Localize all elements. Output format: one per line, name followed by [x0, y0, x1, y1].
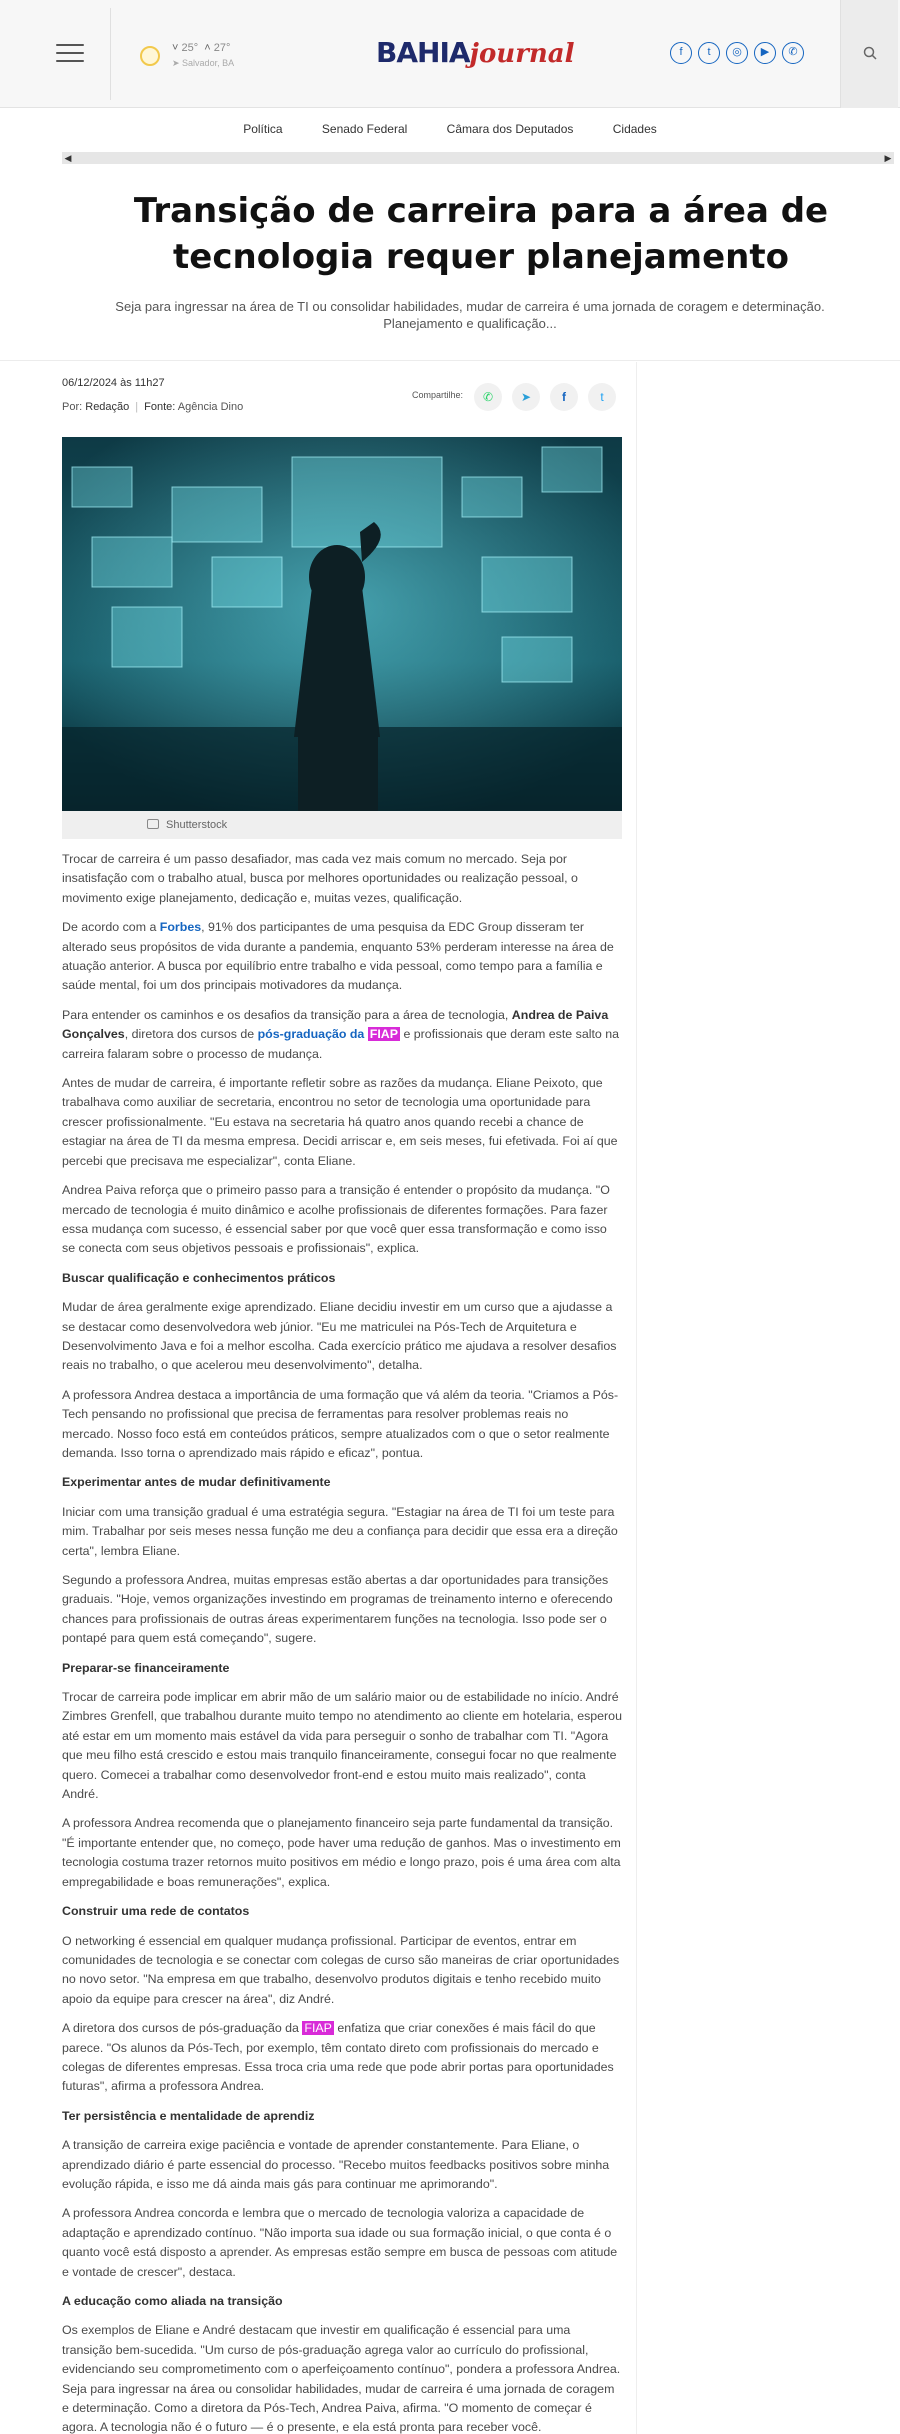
logo-journal: journal	[469, 39, 575, 69]
weather-widget	[140, 42, 260, 72]
paragraph: Para entender os caminhos e os desafios da transição para a área de tecnologia, Andrea de Paiva Gonçalves, diretora dos cursos de pós-graduação da FIAP e profissionais que deram este salto na carreira falaram sobre o processo de mudança.	[62, 1007, 620, 1061]
source: Agência Dino	[177, 401, 244, 413]
paragraph: A transição de carreira exige paciência e vontade de aprender constantemente. Para Eliane, o aprendizado diário é parte essencial do processo. "Recebo muitos feedbacks positivos sobre minha evolução rápida, e isso me dá ainda mais gás para continuar me aprimorando".	[62, 2138, 610, 2191]
column-divider	[636, 362, 637, 2434]
scroll-right-icon[interactable]: ▶	[884, 153, 892, 163]
search-button[interactable]	[840, 0, 898, 108]
source-label: Fonte:	[144, 401, 176, 413]
share-label: Compartilhe:	[412, 390, 464, 400]
share-whatsapp-icon[interactable]: ✆	[474, 383, 502, 411]
share-twitter-icon[interactable]: t	[588, 383, 616, 411]
nav-item-senado[interactable]: Senado Federal	[321, 122, 408, 136]
article-image	[62, 437, 622, 811]
paragraph: Os exemplos de Eliane e André destacam que investir em qualificação é essencial para uma transição bem-sucedida. "Um curso de pós-graduação agrega valor ao currículo do profissional, evidenciando seu comprometimento com o aperfeiçoamento contínuo", pondera a professora Andrea. Seja para ingressar na área ou consolidar habilidades, mudar de carreira é uma jornada de coragem e determinação. Como a diretora da Pós-Tech, Andrea Paiva, afirma. "O momento de começar é agora. A tecnologia não é o futuro — é o presente, e ela está pronta para receber você.	[62, 2323, 621, 2434]
site-logo[interactable]	[376, 36, 586, 72]
paragraph: Antes de mudar de carreira, é importante refletir sobre as razões da mudança. Eliane Peixoto, que trabalhava como auxiliar de secretaria, encontrou no setor de tecnologia uma oportunidade para crescer profissionalmente. "Eu estava na secretaria há quatro anos quando recebi a chance de estagiar na área de TI da mesma empresa. Decidi arriscar e, em seis meses, fui efetivada. Foi aí que percebi que precisava me especializar", conta Eliane.	[62, 1076, 618, 1168]
share-buttons	[474, 383, 616, 411]
section-heading: Experimentar antes de mudar definitivamente	[62, 1475, 331, 1490]
search-icon	[863, 46, 877, 60]
social-links	[670, 42, 804, 66]
article-body	[62, 850, 622, 2434]
youtube-icon[interactable]: ▶	[754, 42, 776, 64]
section-heading: A educação como aliada na transição	[62, 2294, 283, 2308]
section-heading: Preparar-se financeiramente	[62, 1660, 230, 1675]
divider	[0, 360, 900, 361]
paragraph: Trocar de carreira pode implicar em abrir mão de um salário maior ou de estabilidade no início. André Zimbres Grenfell, que trabalhou durante muito tempo no atendimento ao cliente em hotelaria, esperou até estar em um momento mais estável da vida para perseguir o sonho de trabalhar com TI. "Agora que meu filho está crescido e estou mais tranquilo financeiramente, consegui focar no que realmente quero. Comecei a trabalhar como desenvolvedor front-end e estou muito mais realizado", conta André.	[62, 1690, 622, 1802]
share-facebook-icon[interactable]: f	[550, 383, 578, 411]
category-nav	[0, 108, 900, 150]
pos-graduacao-link[interactable]: pós-graduação da FIAP	[257, 1027, 399, 1042]
paragraph: Mudar de área geralmente exige aprendizado. Eliane decidiu investir em um curso que a ajudasse a se destacar como desenvolvedora web júnior. "Eu me matriculei na Pós-Tech de Arquitetura e Desenvolvimento Java e foi a melhor escolha. Cada exercício prático me ajudava a resolver desafios reais no trabalho, o que acelerou meu desenvolvimento", detalha.	[62, 1300, 617, 1373]
paragraph: De acordo com a Forbes, 91% dos participantes de uma pesquisa da EDC Group disseram ter alterado seus propósitos de vida durante a pandemia, enquanto 53% perderam interesse na área de atuação anterior. A busca por equilíbrio entre trabalho e vida pessoal, como tempo para a família e saúde mental, foi um dos principais motivadores da mudança.	[62, 920, 614, 993]
author: Redação	[85, 401, 130, 413]
share-telegram-icon[interactable]: ➤	[512, 383, 540, 411]
article-title: Transição de carreira para a área de tecnologia requer planejamento	[133, 191, 829, 277]
header-divider	[110, 8, 111, 100]
nav-item-camara[interactable]: Câmara dos Deputados	[446, 122, 574, 136]
section-heading: Ter persistência e mentalidade de aprendiz	[62, 2108, 315, 2123]
city-label: Salvador, BA	[182, 58, 235, 68]
sun-icon	[140, 46, 160, 66]
camera-icon	[147, 819, 159, 829]
weather-city: ➤ Salvador, BA	[172, 58, 235, 68]
nav-item-politica[interactable]: Política	[243, 122, 283, 136]
image-caption-bar	[62, 811, 622, 839]
paragraph: A professora Andrea recomenda que o planejamento financeiro seja parte fundamental da transição. "É importante entender que, no começo, pode haver uma redução de ganhos. Mas o investimento em tecnologia costuma trazer retornos muito positivos em médio e longo prazo, pois é uma área com alta empregabilidade e boas remunerações", explica.	[62, 1816, 621, 1889]
paragraph: Andrea Paiva reforça que o primeiro passo para a transição é entender o propósito da mudança. "O mercado de tecnologia é muito dinâmico e acolhe profissionais de diferentes formações. Para fazer essa mudança com sucesso, é essencial saber por que você quer essa transformação e como isso se conecta com seus objetivos pessoais e profissionais", explica.	[62, 1183, 610, 1256]
whatsapp-icon[interactable]: ✆	[782, 42, 804, 64]
article-subtitle: Seja para ingressar na área de TI ou consolidar habilidades, mudar de carreira é uma jornada de coragem e determinação. Planejamento e qualificação...	[115, 299, 825, 331]
paragraph: A professora Andrea concorda e lembra que o mercado de tecnologia valoriza a capacidade de adaptação e aprendizado contínuo. "Não importa sua idade ou sua formação inicial, o que conta é o quanto você está disposto a aprender. As empresas estão sempre em busca de pessoas com atitude e vontade de crescer", destaca.	[62, 2206, 618, 2279]
section-heading: Buscar qualificação e conhecimentos práticos	[62, 1270, 336, 1285]
article-date: 06/12/2024 às 11h27	[62, 377, 165, 389]
nav-item-cidades[interactable]: Cidades	[612, 122, 657, 136]
twitter-icon[interactable]: t	[698, 42, 720, 64]
weather-temps: ˅ 25° ˄ 27°	[172, 42, 231, 54]
facebook-icon[interactable]: f	[670, 42, 692, 64]
instagram-icon[interactable]: ◎	[726, 42, 748, 64]
temp-max: 27	[213, 42, 227, 54]
temp-min: 25	[181, 42, 194, 54]
paragraph: A diretora dos cursos de pós-graduação da FIAP enfatiza que criar conexões é mais fácil do que parece. "Os alunos da Pós-Tech, por exemplo, têm contato direto com profissionais do mercado e colegas de diferentes empresas. Essa troca cria uma rede que pode abrir portas para oportunidades futuras", afirma a professora Andrea.	[62, 2021, 614, 2094]
image-caption: Shutterstock	[166, 819, 228, 831]
nav-scrollbar[interactable]	[62, 152, 894, 164]
forbes-link[interactable]: Forbes	[159, 920, 202, 935]
article-byline: Por: Redação | Fonte: Agência Dino	[62, 401, 244, 413]
paragraph: O networking é essencial em qualquer mudança profissional. Participar de eventos, entrar em comunidades de tecnologia e se conectar com colegas de curso são maneiras de criar oportunidades no novo setor. "Na empresa em que trabalho, desenvolvo produtos digitais e tenho recebido muito apoio da equipe para crescer na área", diz André.	[62, 1933, 620, 2006]
site-header	[0, 0, 900, 108]
paragraph: Trocar de carreira é um passo desafiador, mas cada vez mais comum no mercado. Seja por insatisfação com o trabalho atual, busca por melhores oportunidades ou realização pessoal, o movimento exige planejamento, dedicação e, muitas vezes, qualificação.	[62, 852, 578, 905]
scroll-left-icon[interactable]: ◀	[64, 153, 72, 163]
paragraph: A professora Andrea destaca a importância de uma formação que vá além da teoria. "Criamos a Pós-Tech pensando no profissional que precisa de ferramentas para resolver problemas reais no mercado. Nosso foco está em conteúdos práticos, sempre atualizados com o que o setor realmente demanda. Isso torna o aprendizado mais rápido e eficaz", pontua.	[62, 1387, 619, 1460]
paragraph: Segundo a professora Andrea, muitas empresas estão abertas a dar oportunidades para transições graduais. "Hoje, vemos organizações investindo em programas de treinamento interno e oferecendo chances para profissionais de outras áreas experimentarem funções na tecnologia. Isso pode ser o pontapé para quem está começando", sugere.	[62, 1573, 613, 1646]
paragraph: Iniciar com uma transição gradual é uma estratégia segura. "Estagiar na área de TI foi um teste para mim. Trabalhar por seis meses nessa função me deu a confiança para decidir que essa era a direção certa", lembra Eliane.	[62, 1504, 618, 1558]
section-heading: Construir uma rede de contatos	[62, 1904, 250, 1919]
by-label: Por:	[62, 401, 83, 413]
logo-bahia: BAHIA	[376, 36, 470, 69]
hamburger-menu-icon[interactable]	[56, 44, 84, 64]
